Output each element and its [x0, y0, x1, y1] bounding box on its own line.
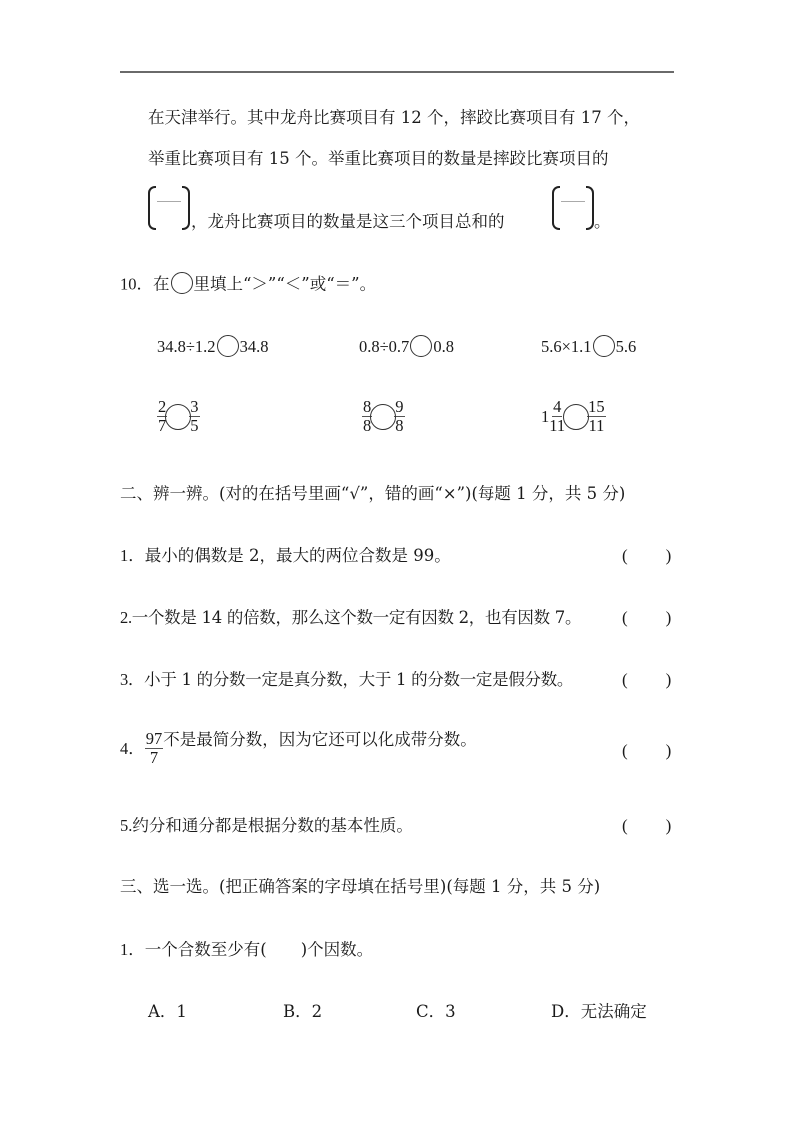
compare-item-1: [157, 337, 268, 359]
fraction-right: $\frac{3}{5}$: [190, 397, 199, 435]
fraction-left: $\frac{2}{7}$: [158, 397, 167, 435]
compare-circle[interactable]: [165, 404, 191, 430]
compare-right: 5.6: [615, 337, 637, 356]
fraction-97-7: $\frac{97}{7}$: [145, 729, 163, 767]
q10-instruction: [120, 274, 376, 296]
answer-paren-3[interactable]: ( ): [622, 670, 672, 689]
item-text: 最小的偶数是 2，最大的两位合数是 99。: [144, 546, 451, 565]
item-number: 1．: [120, 940, 145, 959]
q9-line-3-end: 。: [594, 212, 611, 231]
answer-paren-1[interactable]: ( ): [622, 546, 672, 565]
item-number: 2.: [120, 608, 132, 627]
circle-icon: [171, 272, 193, 294]
compare-left: 5.6×1.1: [541, 337, 592, 356]
section-2-title: 二、辨一辨。(对的在括号里画“√”，错的画“×”)(每题 1 分，共 5 分): [120, 484, 626, 503]
compare-circle[interactable]: [217, 335, 239, 357]
compare-fraction-item-3: [541, 398, 606, 435]
compare-circle[interactable]: [370, 404, 396, 430]
option-b[interactable]: B．2: [283, 1002, 323, 1021]
item-text: 不是最简分数，因为它还可以化成带分数。: [163, 729, 477, 749]
answer-fraction-blank-2[interactable]: [552, 186, 594, 232]
item-number: 1．: [120, 546, 145, 565]
compare-right: 0.8: [433, 337, 454, 356]
q9-line-1: 在天津举行。其中龙舟比赛项目有 12 个，摔跤比赛项目有 17 个，: [148, 108, 640, 127]
judge-item-2: [120, 608, 581, 628]
answer-paren-5[interactable]: ( ): [622, 816, 672, 835]
option-d[interactable]: D．无法确定: [551, 1002, 647, 1021]
q10-post: 里填上“＞”“＜”或“＝”。: [193, 274, 377, 294]
compare-circle[interactable]: [410, 335, 432, 357]
q10-pre: 在: [153, 274, 170, 294]
answer-fraction-blank-1[interactable]: [148, 186, 190, 232]
item-number: 3．: [120, 670, 145, 689]
answer-paren-4[interactable]: ( ): [622, 741, 672, 760]
fraction-left: $\frac{4}{11}$: [549, 397, 566, 435]
item-number: 5.: [120, 816, 133, 835]
compare-fraction-item-2: [362, 398, 405, 435]
whole-number: 1: [541, 406, 550, 426]
section-3-title: 三、选一选。(把正确答案的字母填在括号里)(每题 1 分，共 5 分): [120, 877, 601, 896]
question-post: )个因数。: [300, 940, 374, 959]
q9-line-3: ，龙舟比赛项目的数量是这三个项目总和的: [191, 212, 505, 231]
compare-circle[interactable]: [593, 335, 615, 357]
compare-fraction-item-1: [157, 398, 200, 435]
compare-item-2: [359, 337, 454, 359]
question-pre: 一个合数至少有(: [144, 940, 267, 959]
judge-item-4: [120, 730, 477, 767]
compare-right: 34.8: [239, 337, 269, 356]
q9-line-2: 举重比赛项目有 15 个。举重比赛项目的数量是摔跤比赛项目的: [148, 149, 609, 168]
compare-circle[interactable]: [563, 404, 589, 430]
compare-left: 0.8÷0.7: [359, 337, 410, 356]
item-text: 一个数是 14 的倍数，那么这个数一定有因数 2，也有因数 7。: [131, 608, 582, 627]
judge-item-1: [120, 546, 451, 566]
option-c[interactable]: C．3: [416, 1002, 456, 1021]
judge-item-3: [120, 670, 573, 690]
compare-item-3: [541, 337, 636, 359]
item-text: 约分和通分都是根据分数的基本性质。: [132, 816, 413, 835]
fraction-left: $\frac{8}{8}$: [363, 397, 372, 435]
header-rule: [120, 71, 674, 73]
q10-number: 10．: [120, 274, 153, 294]
item-number: 4．: [120, 738, 145, 758]
item-text: 小于 1 的分数一定是真分数，大于 1 的分数一定是假分数。: [144, 670, 574, 689]
choice-question-1: [120, 940, 373, 960]
compare-left: 34.8÷1.2: [157, 337, 216, 356]
option-a[interactable]: A．1: [148, 1002, 187, 1021]
fraction-right: $\frac{15}{11}$: [588, 397, 605, 435]
answer-paren-2[interactable]: ( ): [622, 608, 672, 627]
judge-item-5: [120, 816, 413, 836]
fraction-right: $\frac{9}{8}$: [395, 397, 404, 435]
